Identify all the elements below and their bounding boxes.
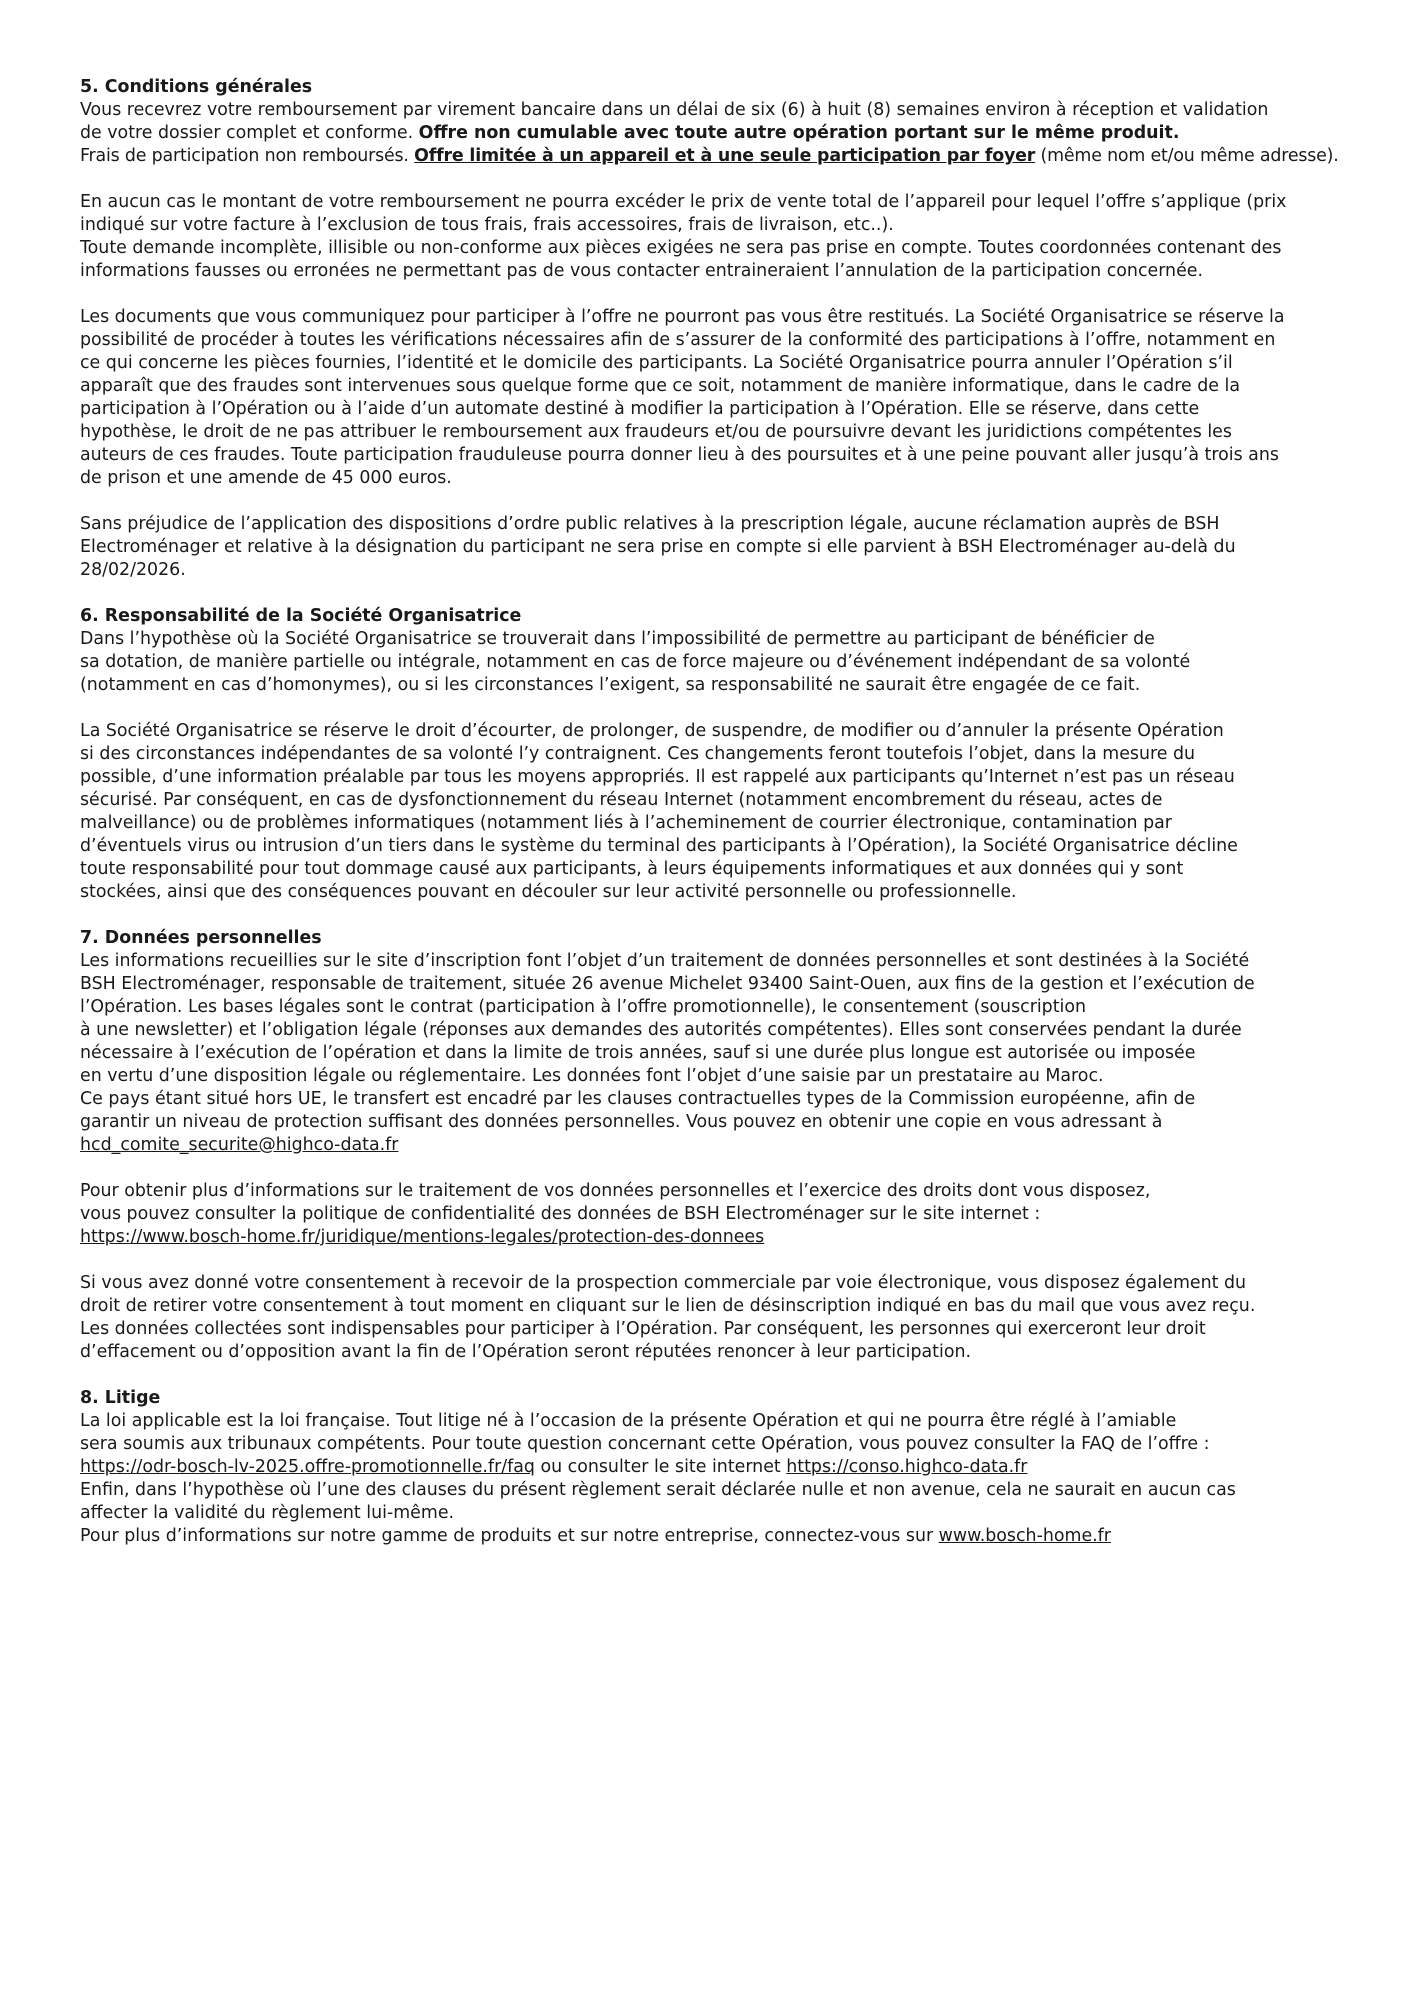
text-line: l’Opération. Les bases légales sont le contrat (participation à l’offre promotionnelle), le consentement (souscription [80, 997, 1087, 1017]
text-line: malveillance) ou de problèmes informatiques (notamment liés à l’acheminement de courrier électronique, contamination par [80, 813, 1172, 833]
text-line: nécessaire à l’exécution de l’opération et dans la limite de trois années, sauf si une durée plus longue est autorisée ou imposée [80, 1043, 1196, 1063]
highco-site-link[interactable]: https://conso.highco-data.fr [786, 1457, 1028, 1477]
paragraph [80, 1180, 1338, 1249]
text-span: ou consulter le site internet [534, 1457, 787, 1477]
faq-link[interactable]: https://odr-bosch-lv-2025.offre-promotionnelle.fr/faq [80, 1457, 535, 1477]
text-line [80, 1226, 1338, 1249]
text-line: droit de retirer votre consentement à tout moment en cliquant sur le lien de désinscription indiqué en bas du mail que vous avez reçu. [80, 1296, 1256, 1316]
text-line: Ce pays étant situé hors UE, le transfert est encadré par les clauses contractuelles types de la Commission européenne, afin de [80, 1089, 1196, 1109]
section-responsabilite [80, 605, 1338, 904]
text-line: Enfin, dans l’hypothèse où l’une des clauses du présent règlement serait déclarée nulle et non avenue, cela ne saurait en aucun cas [80, 1480, 1236, 1500]
paragraph [80, 1410, 1338, 1548]
text-line: Vous recevrez votre remboursement par virement bancaire dans un délai de six (6) à huit (8) semaines environ à réception et validation [80, 100, 1269, 120]
text-line [80, 1456, 1338, 1479]
text-line: de prison et une amende de 45 000 euros. [80, 468, 452, 488]
paragraph [80, 720, 1338, 904]
text-line: d’effacement ou d’opposition avant la fin de l’Opération seront réputées renoncer à leur participation. [80, 1342, 972, 1362]
paragraph [80, 950, 1338, 1157]
text-line: Pour obtenir plus d’informations sur le traitement de vos données personnelles et l’exercice des droits dont vous disposez, [80, 1181, 1151, 1201]
text-line [80, 122, 1338, 145]
text-line: BSH Electroménager, responsable de traitement, située 26 avenue Michelet 93400 Saint-Ouen, aux fins de la gestion et l’exécution de [80, 974, 1255, 994]
section-title: 8. Litige [80, 1388, 161, 1408]
text-line: à une newsletter) et l’obligation légale (réponses aux demandes des autorités compétentes). Elles sont conservées pendant la durée [80, 1020, 1242, 1040]
text-span: Frais de participation non remboursés. [80, 146, 415, 166]
section-title: 5. Conditions générales [80, 77, 313, 97]
text-line: stockées, ainsi que des conséquences pouvant en découler sur leur activité personnelle ou professionnelle. [80, 882, 1017, 902]
text-line: en vertu d’une disposition légale ou réglementaire. Les données font l’objet d’une saisie par un prestataire au Maroc. [80, 1066, 1104, 1086]
section-title: 6. Responsabilité de la Société Organisatrice [80, 606, 522, 626]
text-line [80, 1134, 1338, 1157]
section-litige [80, 1387, 1338, 1548]
bold-notice: Offre non cumulable avec toute autre opération portant sur le même produit. [418, 123, 1180, 143]
text-line: Toute demande incomplète, illisible ou non-conforme aux pièces exigées ne sera pas prise en compte. Toutes coordonnées contenant des [80, 238, 1282, 258]
text-line: participation à l’Opération ou à l’aide d’un automate destiné à modifier la participation à l’Opération. Elle se réserve, dans cette [80, 399, 1200, 419]
section-title: 7. Données personnelles [80, 928, 322, 948]
paragraph [80, 99, 1338, 168]
bosch-home-link[interactable]: www.bosch-home.fr [938, 1526, 1111, 1546]
text-line: indiqué sur votre facture à l’exclusion de tous frais, frais accessoires, frais de livraison, etc..). [80, 215, 894, 235]
text-line: toute responsabilité pour tout dommage causé aux participants, à leurs équipements informatiques et aux données qui y sont [80, 859, 1184, 879]
text-line: apparaît que des fraudes sont intervenues sous quelque forme que ce soit, notamment de manière informatique, dans le cadre de la [80, 376, 1241, 396]
paragraph [80, 513, 1338, 582]
text-line: sera soumis aux tribunaux compétents. Pour toute question concernant cette Opération, vous pouvez consulter la FAQ de l’offre : [80, 1434, 1210, 1454]
text-line: Les données collectées sont indispensables pour participer à l’Opération. Par conséquent, les personnes qui exerceront leur droit [80, 1319, 1206, 1339]
text-line [80, 145, 1338, 168]
text-line: hypothèse, le droit de ne pas attribuer le remboursement aux fraudeurs et/ou de poursuivre devant les juridictions compétentes les [80, 422, 1232, 442]
paragraph [80, 1272, 1338, 1364]
text-span: (même nom et/ou même adresse). [1035, 146, 1339, 166]
text-line: possible, d’une information préalable par tous les moyens appropriés. Il est rappelé aux participants qu’Internet n’est pas un réseau [80, 767, 1235, 787]
paragraph [80, 628, 1338, 697]
text-line: Sans préjudice de l’application des dispositions d’ordre public relatives à la prescription légale, aucune réclamation auprès de BSH [80, 514, 1220, 534]
section-conditions-generales [80, 76, 1338, 582]
text-line: si des circonstances indépendantes de sa volonté l’y contraignent. Ces changements feront toutefois l’objet, dans la mesure du [80, 744, 1196, 764]
bold-underlined-notice: Offre limitée à un appareil et à une seule participation par foyer [414, 146, 1036, 166]
text-line: sécurisé. Par conséquent, en cas de dysfonctionnement du réseau Internet (notamment encombrement du réseau, actes de [80, 790, 1163, 810]
text-line: d’éventuels virus ou intrusion d’un tiers dans le système du terminal des participants à l’Opération), la Société Organisatrice décline [80, 836, 1238, 856]
text-line: garantir un niveau de protection suffisant des données personnelles. Vous pouvez en obtenir une copie en vous adressant à [80, 1112, 1163, 1132]
text-line: La Société Organisatrice se réserve le droit d’écourter, de prolonger, de suspendre, de modifier ou d’annuler la présente Opération [80, 721, 1224, 741]
text-line: La loi applicable est la loi française. Tout litige né à l’occasion de la présente Opération et qui ne pourra être réglé à l’amiable [80, 1411, 1177, 1431]
text-line: possibilité de procéder à toutes les vérifications nécessaires afin de s’assurer de la conformité des participations à l’offre, notamment en [80, 330, 1276, 350]
text-line: Les informations recueillies sur le site d’inscription font l’objet d’un traitement de données personnelles et sont destinées à la Société [80, 951, 1250, 971]
text-line: Electroménager et relative à la désignation du participant ne sera prise en compte si elle parvient à BSH Electroménager au-delà du [80, 537, 1236, 557]
section-donnees-personnelles [80, 927, 1338, 1364]
text-line: 28/02/2026. [80, 560, 186, 580]
text-line [80, 1525, 1338, 1548]
text-line: sa dotation, de manière partielle ou intégrale, notamment en cas de force majeure ou d’événement indépendant de sa volonté [80, 652, 1191, 672]
text-line: vous pouvez consulter la politique de confidentialité des données de BSH Electroménager sur le site internet : [80, 1204, 1041, 1224]
text-line: Dans l’hypothèse où la Société Organisatrice se trouverait dans l’impossibilité de permettre au participant de bénéficier de [80, 629, 1155, 649]
text-line: Les documents que vous communiquez pour participer à l’offre ne pourront pas vous être restitués. La Société Organisatrice se réserve la [80, 307, 1285, 327]
privacy-policy-link[interactable]: https://www.bosch-home.fr/juridique/mentions-legales/protection-des-donnees [80, 1227, 765, 1247]
text-line: affecter la validité du règlement lui-même. [80, 1503, 455, 1523]
email-link[interactable]: hcd_comite_securite@highco-data.fr [80, 1135, 399, 1155]
text-line: En aucun cas le montant de votre remboursement ne pourra excéder le prix de vente total de l’appareil pour lequel l’offre s’applique (prix [80, 192, 1287, 212]
text-line: ce qui concerne les pièces fournies, l’identité et le domicile des participants. La Société Organisatrice pourra annuler l’Opération s’il [80, 353, 1233, 373]
text-line: auteurs de ces fraudes. Toute participation frauduleuse pourra donner lieu à des poursuites et à une peine pouvant aller jusqu’à trois ans [80, 445, 1279, 465]
paragraph [80, 191, 1338, 283]
paragraph [80, 306, 1338, 490]
text-span: Pour plus d’informations sur notre gamme de produits et sur notre entreprise, connectez-vous sur [80, 1526, 939, 1546]
text-line: Si vous avez donné votre consentement à recevoir de la prospection commerciale par voie électronique, vous disposez également du [80, 1273, 1247, 1293]
text-span: de votre dossier complet et conforme. [80, 123, 419, 143]
text-line: informations fausses ou erronées ne permettant pas de vous contacter entraineraient l’annulation de la participation concernée. [80, 261, 1204, 281]
text-line: (notamment en cas d’homonymes), ou si les circonstances l’exigent, sa responsabilité ne saurait être engagée de ce fait. [80, 675, 1141, 695]
